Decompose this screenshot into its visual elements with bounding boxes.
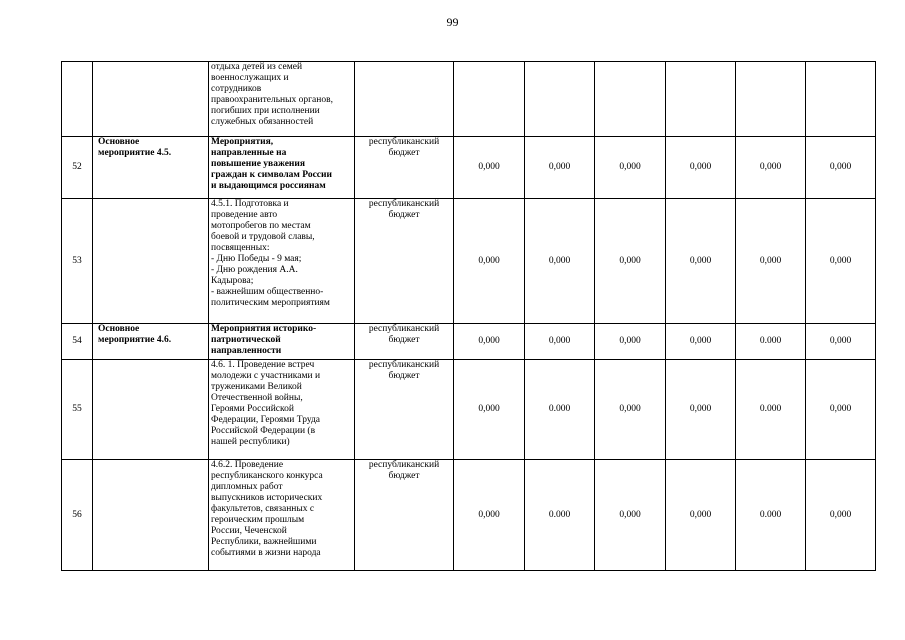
page-number: 99	[446, 15, 459, 29]
value-cell: 0.000	[736, 324, 806, 360]
value-cell: 0.000	[525, 360, 595, 460]
value-cell: 0,000	[736, 137, 806, 199]
description-cell: отдыха детей из семей военнослужащих и сотрудников правоохранительных органов, погибших при исполнении служебных обязанностей	[209, 62, 355, 137]
funding-source-cell: республиканский бюджет	[355, 360, 454, 460]
activity-cell	[93, 360, 209, 460]
value-cell: 0,000	[454, 324, 525, 360]
value-cell: 0,000	[525, 199, 595, 324]
value-cell	[666, 62, 736, 137]
description-cell: Мероприятия, направленные на повышение уважения граждан к символам России и выдающимся россиянам	[209, 137, 355, 199]
activity-cell	[93, 460, 209, 571]
activity-cell: Основное мероприятие 4.5.	[93, 137, 209, 199]
row-number-cell: 53	[62, 199, 93, 324]
activity-cell	[93, 199, 209, 324]
value-cell	[454, 62, 525, 137]
value-cell: 0,000	[454, 137, 525, 199]
funding-source-cell: республиканский бюджет	[355, 460, 454, 571]
value-cell	[595, 62, 666, 137]
table-row	[62, 460, 876, 571]
value-cell: 0,000	[806, 199, 876, 324]
funding-source-cell: республиканский бюджет	[355, 199, 454, 324]
value-cell: 0,000	[666, 360, 736, 460]
value-cell: 0,000	[806, 324, 876, 360]
activity-cell: Основное мероприятие 4.6.	[93, 324, 209, 360]
value-cell	[525, 62, 595, 137]
value-cell: 0,000	[736, 199, 806, 324]
description-cell: 4.6. 1. Проведение встреч молодежи с участниками и тружениками Великой Отечественной войны, Героями Российской Федерации, Героями Труда Российской Федерации (в нашей республики)	[209, 360, 355, 460]
value-cell	[806, 62, 876, 137]
table-row	[62, 324, 876, 360]
row-number-cell: 56	[62, 460, 93, 571]
description-cell: 4.6.2. Проведение республиканского конкурса дипломных работ выпускников исторических факультетов, связанных с героическим прошлым России, Чеченской Республики, важнейшими событиями в жизни народа	[209, 460, 355, 571]
funding-source-cell: республиканский бюджет	[355, 324, 454, 360]
value-cell: 0,000	[454, 460, 525, 571]
table-row	[62, 62, 876, 137]
row-number-cell	[62, 62, 93, 137]
value-cell: 0,000	[454, 199, 525, 324]
funding-source-cell	[355, 62, 454, 137]
description-cell: Мероприятия историко- патриотической направленности	[209, 324, 355, 360]
value-cell: 0,000	[525, 324, 595, 360]
activity-cell	[93, 62, 209, 137]
value-cell: 0,000	[595, 360, 666, 460]
value-cell: 0,000	[666, 199, 736, 324]
table-row	[62, 137, 876, 199]
value-cell: 0.000	[736, 360, 806, 460]
value-cell: 0.000	[525, 460, 595, 571]
value-cell	[736, 62, 806, 137]
value-cell: 0.000	[736, 460, 806, 571]
value-cell: 0,000	[595, 137, 666, 199]
row-number-cell: 54	[62, 324, 93, 360]
value-cell: 0,000	[666, 460, 736, 571]
value-cell: 0,000	[454, 360, 525, 460]
funding-source-cell: республиканский бюджет	[355, 137, 454, 199]
value-cell: 0,000	[666, 137, 736, 199]
value-cell: 0,000	[595, 199, 666, 324]
value-cell: 0,000	[595, 324, 666, 360]
value-cell: 0,000	[595, 460, 666, 571]
value-cell: 0,000	[525, 137, 595, 199]
table-row	[62, 360, 876, 460]
description-cell: 4.5.1. Подготовка и проведение авто мотопробегов по местам боевой и трудовой славы, посвященных: - Дню Победы - 9 мая; - Дню рождения А.А. Кадырова; - важнейшим общественно- политическим мероприятиям	[209, 199, 355, 324]
value-cell: 0,000	[806, 137, 876, 199]
value-cell: 0,000	[806, 360, 876, 460]
row-number-cell: 55	[62, 360, 93, 460]
row-number-cell: 52	[62, 137, 93, 199]
value-cell: 0,000	[806, 460, 876, 571]
table-row	[62, 199, 876, 324]
budget-table	[61, 61, 876, 571]
value-cell: 0,000	[666, 324, 736, 360]
table-body	[62, 62, 876, 571]
